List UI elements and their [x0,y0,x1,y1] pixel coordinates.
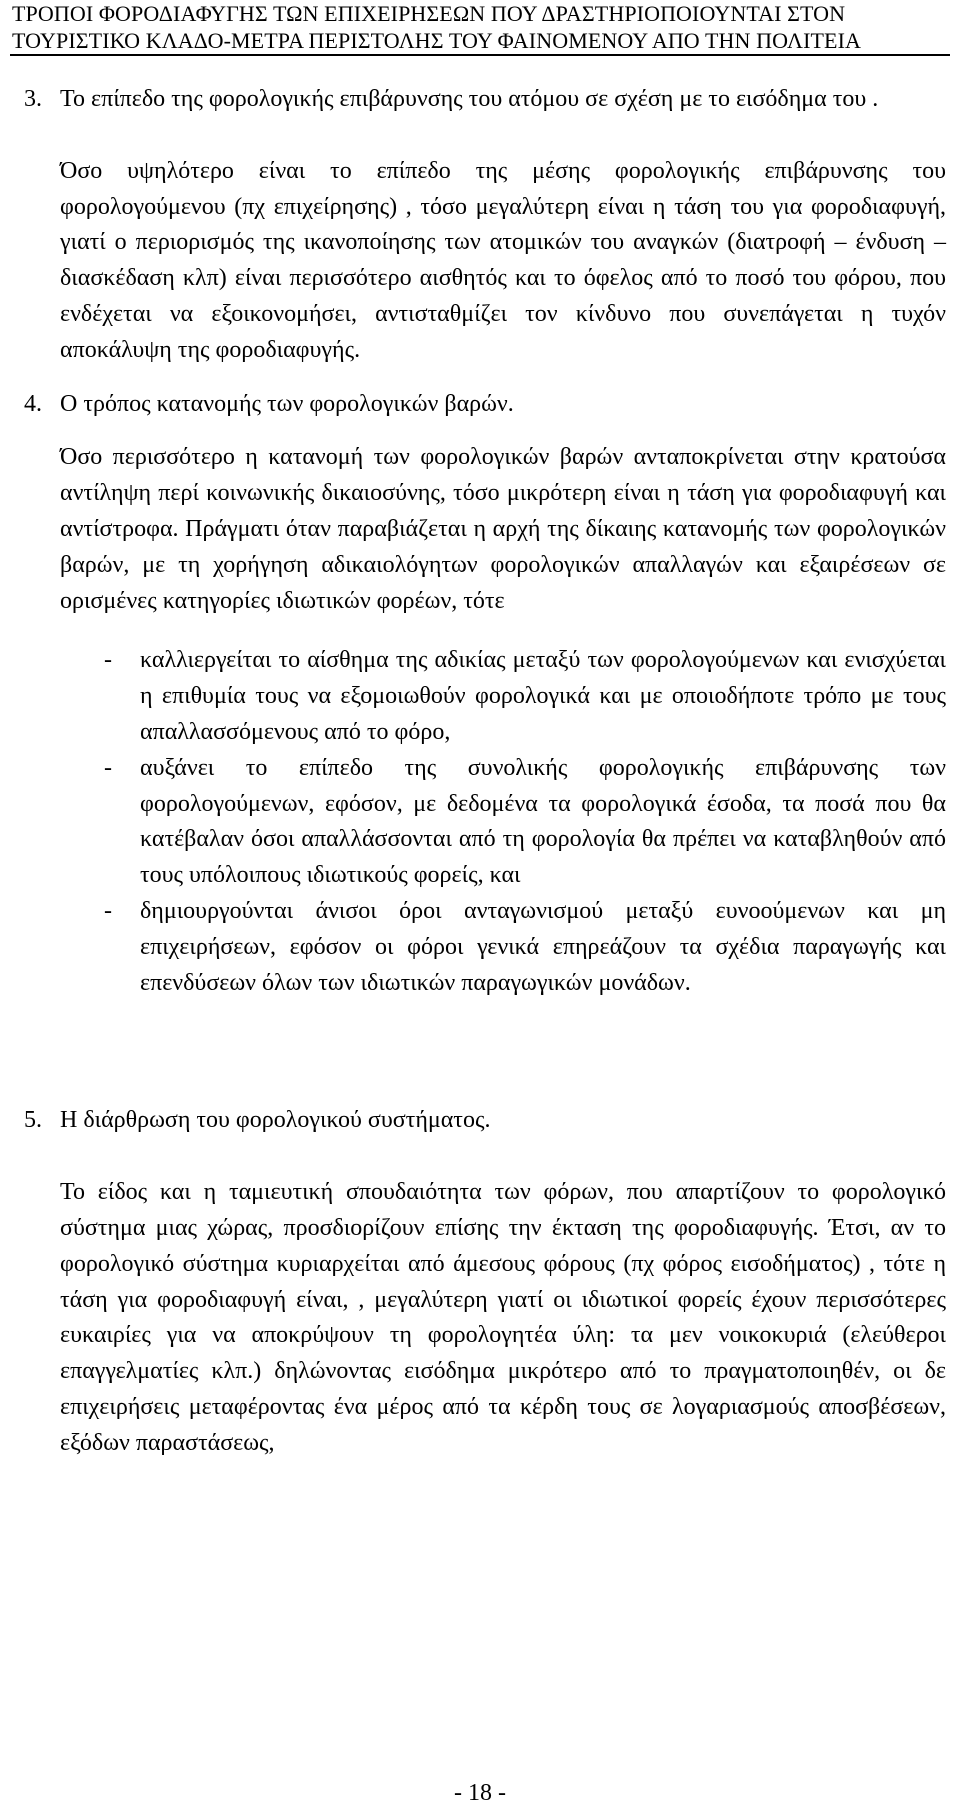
header-divider [10,54,950,56]
section-heading-text: Ο τρόπος κατανομής των φορολογικών βαρών. [60,390,514,417]
section-heading-text: Το επίπεδο της φορολογικής επιβάρυνσης του ατόμου σε σχέση με το εισόδημα του . [60,86,879,112]
section-number: 5. [24,1107,42,1134]
bullet-dash: - [104,897,112,924]
page-body [24,82,946,1462]
section-3-paragraph: Όσο υψηλότερο είναι το επίπεδο της μέσης φορολογικής επιβάρυνσης του φορολογούμενου (πχ επιχείρησης) , τόσο μεγαλύτερη είναι η τάση του για φοροδιαφυγή, γιατί ο περιορισμός της ικανοποίησης των ατομικών του αναγκών (διατροφή – ένδυση – διασκέδαση κλπ) είναι περισσότερο αισθητός και το όφελος από το ποσό του φόρου, που ενδέχεται να εξοικονομήσει, αντισταθμίζει τον κίνδυνο που συνεπάγεται η τυχόν αποκάλυψη της φοροδιαφυγής. [60,157,946,363]
bullet-dash: - [104,647,112,674]
bullet-dash: - [104,754,112,781]
section-5-heading [24,1103,946,1139]
section-number: 4. [24,390,42,417]
running-header-line-1: ΤΡΟΠΟΙ ΦΟΡΟΔΙΑΦΥΓΗΣ ΤΩΝ ΕΠΙΧΕΙΡΗΣΕΩΝ ΠΟΥ ΔΡΑΣΤΗΡΙΟΠΟΙΟΥΝΤΑΙ ΣΤΟΝ [12,1,846,26]
page-number: - 18 - [454,1780,506,1806]
list-item [24,894,946,1001]
section-4-heading [24,387,946,423]
section-4-bullet-list [24,643,946,1001]
list-item [24,751,946,894]
running-header [12,0,952,54]
running-header-line-2: ΤΟΥΡΙΣΤΙΚΟ ΚΛΑΔΟ-ΜΕΤΡΑ ΠΕΡΙΣΤΟΛΗΣ ΤΟΥ ΦΑΙΝΟΜΕΝΟΥ ΑΠΟ ΤΗΝ ΠΟΛΙΤΕΙΑ [12,28,861,53]
section-number: 3. [24,86,42,112]
list-item [24,643,946,750]
bullet-text: αυξάνει το επίπεδο της συνολικής φορολογικής επιβάρυνσης των φορολογούμενων, εφόσον, με δεδομένα τα φορολογικά έσοδα, τα ποσά που θα κατέβαλαν όσοι απαλλάσσονται από τη φορολογία θα πρέπει να καταβληθούν από τους υπόλοιπους ιδιωτικούς φορείς, και [140,754,946,889]
bullet-text: δημιουργούνται άνισοι όροι ανταγωνισμού μεταξύ ευνοούμενων και μη επιχειρήσεων, εφόσον οι φόροι γενικά επηρεάζουν τα σχέδια παραγωγής και επενδύσεων όλων των ιδιωτικών παραγωγικών μονάδων. [140,897,946,996]
section-5-paragraph: Το είδος και η ταμιευτική σπουδαιότητα των φόρων, που απαρτίζουν το φορολογικό σύστημα μιας χώρας, προσδιορίζουν επίσης την έκταση της φοροδιαφυγής. Έτσι, αν το φορολογικό σύστημα κυριαρχείται από άμεσους φόρους (πχ φόρος εισοδήματος) , τότε η τάση για φοροδιαφυγή είναι, , μεγαλύτερη γιατί οι ιδιωτικοί φορείς έχουν περισσότερες ευκαιρίες για να αποκρύψουν τη φορολογητέα ύλη: τα μεν νοικοκυριά (ελεύθεροι επαγγελματίες κλπ.) δηλώνοντας εισόδημα μικρότερο από το πραγματοποιηθέν, οι δε επιχειρήσεις μεταφέροντας ένα μέρος από τα κέρδη τους σε λογαριασμούς αποσβέσεων, εξόδων παραστάσεως, [60,1179,946,1456]
section-4-paragraph: Όσο περισσότερο η κατανομή των φορολογικών βαρών ανταποκρίνεται στην κρατούσα αντίληψη περί κοινωνικής δικαιοσύνης, τόσο μικρότερη είναι η τάση για φοροδιαφυγή και αντίστροφα. Πράγματι όταν παραβιάζεται η αρχή της δίκαιης κατανομής των φορολογικών βαρών, με τη χορήγηση αδικαιολόγητων φορολογικών απαλλαγών και εξαιρέσεων σε ορισμένες κατηγορίες ιδιωτικών φορέων, τότε [60,444,946,614]
bullet-text: καλλιεργείται το αίσθημα της αδικίας μεταξύ των φορολογούμενων και ενισχύεται η επιθυμία τους να εξομοιωθούν φορολογικά και με οποιοδήποτε τρόπο με τους απαλλασσόμενους από το φόρο, [140,647,946,745]
section-heading-text: Η διάρθρωση του φορολογικού συστήματος. [60,1107,491,1134]
section-3-heading [24,82,946,118]
